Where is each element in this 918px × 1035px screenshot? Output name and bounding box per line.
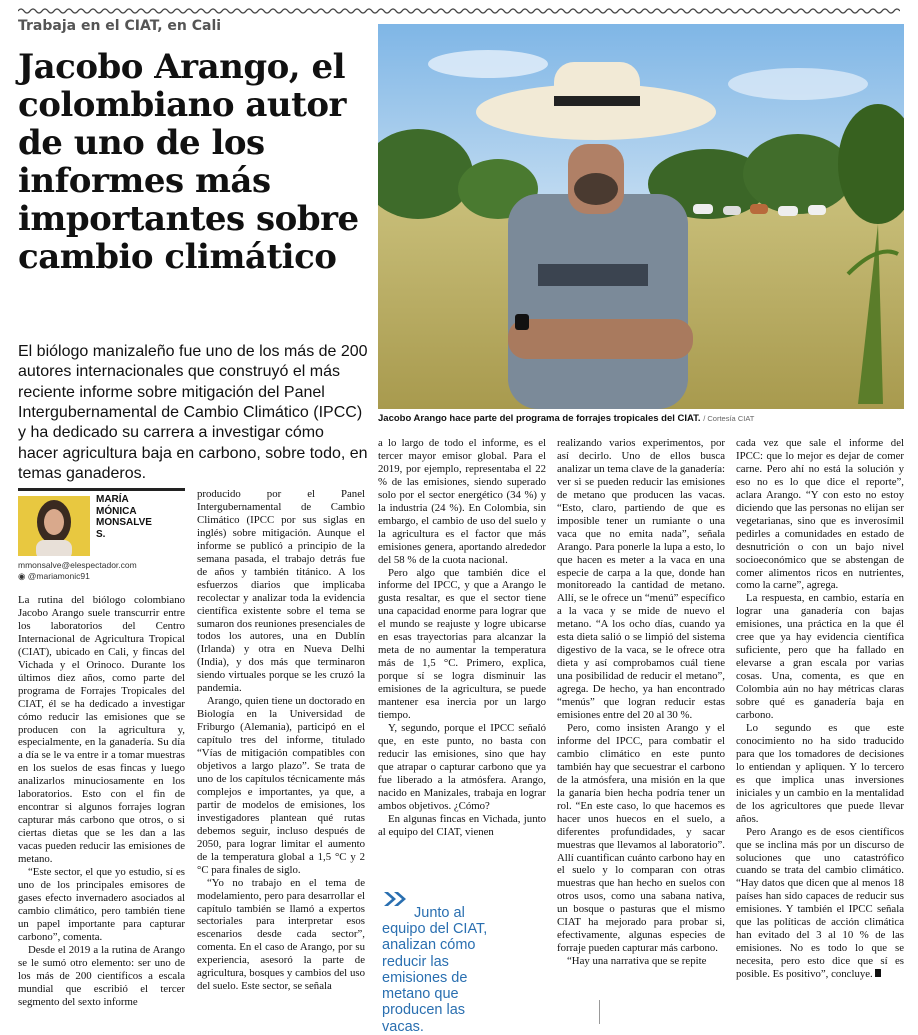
paragraph: “Este sector, el que yo estudio, sí es uno de los principales emisores de gases efecto invernadero asociados al cambio climático, pero también tiene un papel importante para capturar carbono”, comenta. [18,866,185,943]
author-avatar [18,496,90,556]
caption-text: Jacobo Arango hace parte del programa de forrajes tropicales del CIAT. [378,413,701,424]
author-twitter[interactable]: ◉ @mariamonic91 [18,570,90,581]
paragraph: Desde el 2019 a la rutina de Arango se le sumó otro elemento: ser uno de los más de 200 científicos a escala mundial que escribió el tercer segmento del sexto informe [18,943,185,1008]
paragraph: “Hay una narrativa que se repite [567,955,707,968]
article-column-3 [378,437,546,839]
paragraph: En algunas fincas en Vichada, junto al equipo del CIAT, vienen [378,812,546,838]
lede: El biólogo manizaleño fue uno de los más de 200 autores internacionales que construyó el más reciente informe sobre mitigación del Panel Intergubernamental de Cambio Climático (IPCC) y ha dedicado su carrera a investigar cómo hacer agricultura baja en carbono, sobre todo, en temas ganaderos. [18,343,368,482]
headline: Jacobo Arango, el colombiano autor de uno de los informes más importantes sobre cambio climático [18,47,359,278]
top-wavy-rule [18,6,900,16]
paragraph: Lo segundo es que este conocimiento no ha sido traducido para que los tomadores de decisiones lo entiendan y apliquen. Y lo tercero es que implica unas inversiones iniciales y un cambio en la mentalidad de los agricultores que puede llevar años. [736,721,904,825]
author-rule [18,488,185,491]
photo-credit: / Cortesía CIAT [703,414,755,423]
paragraph: producido por el Panel Intergubernamental de Cambio Climático (IPCC por sus siglas en inglés) sobre mitigación. Aunque el informe se publicó a principio de la semana pasada, el trabajo detrás fue de años y también titánico. A los esfuerzos diarios que implicaba recolectar y analizar toda la evidencia científica existente sobre el tema se sumaron dos reuniones presenciales de todos los autores, una en Dublín (Irlanda) y otra en Nueva Delhi (India), y dos más que terminaron siendo virtuales porque se les cruzó la pandemia. [197,488,365,695]
paragraph: Pero Arango es de esos científicos que se inclina más por un discurso de soluciones que uno catastrófico cuando se trata del cambio climático. “Hay datos que dicen que al menos 18 países han sido capaces de reducir sus emisiones. Y también el IPCC señala que las políticas de acción climática han evitado del 3 al 10 % de las emisiones. No es todo lo que se necesita, pero esto dice que sí es posible. Es positivo”, concluye. [736,825,904,981]
article-column-2 [197,488,365,993]
article-column-5 [736,437,904,981]
paragraph: Arango, quien tiene un doctorado en Biología en la Universidad de Friburgo (Alemania), participó en el capítulo tres del informe, titulado “Vías de mitigación compatibles con objetivos a largo plazo”. Se trata de uno de los capítulos técnicamente más complejos e importantes, ya que, a partir de modelos de emisiones, los investigadores plantean qué rutas debemos seguir, incluso después de 2050, para lograr limitar el aumento de la temperatura global a 1,5 °C y 2 °C para finales de siglo. [197,695,365,876]
twitter-icon: ◉ [18,570,26,581]
paragraph: “Yo no trabajo en el tema de modelamiento, pero para desarrollar el capítulo también se llamó a expertos sectoriales para interpretar esos escenarios desde cada sector”, comenta. En el caso de Arango, por su experiencia, asesoró la parte de agricultura, bosques y cambios del uso del suelo. Este sector, se señala [197,876,365,993]
author-name: MARÍA MÓNICA MONSALVE S. [96,494,152,540]
paragraph: realizando varios experimentos, por así decirlo. Uno de ellos busca analizar un tema clave de la ganadería: ver si se pueden reducir las emisiones de metano que producen las vacas. “Esto, claro, partiendo de que es imposible tener un rumiante o una vaca que no emita nada”, señala Arango. Para ponerle la lupa a esto, lo que hacen es meter a la vaca en una especie de carpa a la que, donde han monitoreado la cantidad de metano. Allí, se le ofrece un “menú” específico a la vaca y se mide de nuevo el metano. “A los ocho días, cuando ya esta dieta salió o se limpió del sistema digestivo de la vaca, se le ofrece otra dieta y así comprobamos cuál tiene una posibilidad de reducir el metano”, agrega. De hecho, ya han encontrado “menús” que logran reducir estas emisiones entre del 20 al 30 %. [557,437,725,722]
paragraph: a lo largo de todo el informe, es el tercer mayor emisor global. Para el 2019, por ejemplo, representaba el 22 % de las emisiones, siendo superado solo por el sector energético (34 %) y la industria (24 %). En Colombia, sin embargo, el cambio de uso del suelo y la agricultura es el factor que más emisiones genera, aportando alrededor del 58 % de la cuota nacional. [378,437,546,566]
section-kicker: Trabaja en el CIAT, en Cali [18,18,222,34]
paragraph: cada vez que sale el informe del IPCC: que lo mejor es dejar de comer carne. Pero ahí no está la solución y eso no es lo que dice el reporte”, aclara Arango. “Y con esto no estoy diciendo que las personas no elijan ser vegetarianas, sino que es inverosímil pedirles a comunidades en estado de desnutrición o con un bajo nivel socioeconómico que se abstengan de comer alimentos ricos en nutrientes, como la carne”, agrega. [736,437,904,592]
paragraph: La respuesta, en cambio, estaría en lograr una ganadería con bajas emisiones, una práctica en la que él cree que ya hay evidencia científica suficiente, pero que ha fallado en elevarse a gran escala por varias cosas. Una, comenta, es que en Colombia aún no hay métricas claras sobre qué es ganadería baja en carbono. [736,592,904,722]
end-mark-icon [875,969,881,977]
column-divider [599,1000,600,1024]
paragraph: La rutina del biólogo colombiano Jacobo Arango suele transcurrir entre los laboratorios del Centro Internacional de Agricultura Tropical (CIAT), ubicado en Cali, y fincas del Vichada y el Orinoco. Durante los últimos diez años, como parte del programa de Forrajes Tropicales del CIAT, él se ha dedicado a investigar cómo reducir las emisiones que se producen con la agricultura y, especialmente, en la ganadería. Su día a día se le va entre ir a tomar muestras en los suelos de esas fincas y luego analizarlos minuciosamente en los laboratorios. Esto con el fin de encontrar si algunos forrajes logran capturar más carbono que otros, o si ciertas dietas que se les dan a las vacas pueden reducir las emisiones de metano. [18,594,185,866]
author-email[interactable]: mmonsalve@elespectador.com [18,560,137,570]
photo-caption [378,413,904,424]
paragraph: Pero algo que también dice el informe del IPCC, y que a Arango le gusta resaltar, es que el sector tiene una capacidad enorme para lograr que el mundo se reajuste y logre ubicarse en esas trayectorias para alcanzar la meta de no aumentar la temperatura más de 1,5 °C. Primero, explica, porque sí se logra disminuir las emisiones de la agricultura, se puede mantener esa inercia por un largo tiempo. [378,566,546,722]
author-contact [18,560,137,581]
pull-quote: Junto al equipo del CIAT, analizan cómo reducir las emisiones de metano que producen las vacas. [382,905,488,1035]
paragraph: Pero, como insisten Arango y el informe del IPCC, para combatir el cambio climático en este punto también hay que secuestrar el carbono de la atmósfera, una misión en la que la ganaría bien hecha podría tener un rol. “En este caso, lo que hacemos es hacer unos huecos en el suelo, a diferentes profundidades, y sacar muestras que llevamos al laboratorio”. Allí cuantifican cuánto carbono hay en el suelo y lo comparan con otras muestras que han hecho en suelos con otros usos, como una sabana nativa, un bosque o pasturas que el mismo CIAT ha mejorado para probar si, efectivamente, algunas especies de forraje pueden capturar más carbono. [557,721,725,955]
article-photo [378,24,904,409]
article-column-1 [18,594,185,1009]
article-column-4 [557,437,725,968]
paragraph: Y, segundo, porque el IPCC señaló que, en este punto, no basta con reducir las emisiones, sino que hay que atrapar o capturar carbono que ya fue liberado a la atmósfera. Arango, nacido en Manizales, trabaja en lograr ambos objetivos. ¿Cómo? [378,721,546,812]
